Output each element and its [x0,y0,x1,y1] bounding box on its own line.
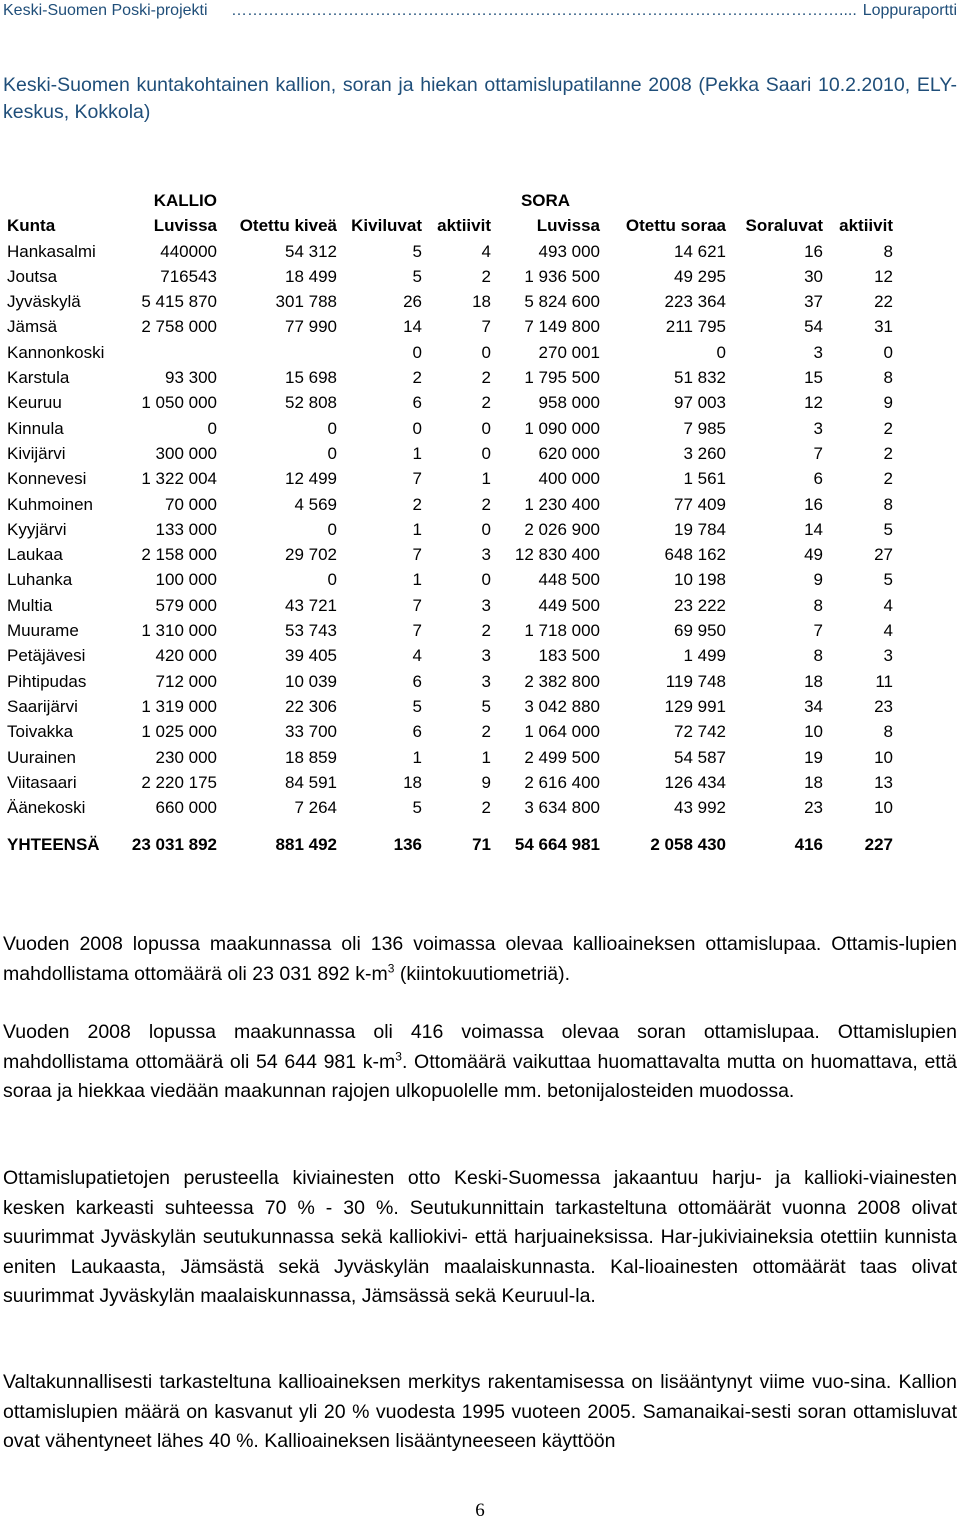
table-header-row [0,213,893,238]
table-row [0,669,893,694]
col-header: Soraluvat [745,216,823,236]
header-project-title: Keski-Suomen Poski-projekti [3,2,208,19]
value-cell: 19 [804,747,823,767]
value-cell: 6 [412,671,422,691]
value-cell: 2 [883,469,893,489]
table-row [0,770,893,795]
value-cell: 37 [804,292,823,312]
superscript: 3 [395,1049,402,1064]
value-cell: 18 859 [285,747,337,767]
table-row [0,719,893,744]
value-cell: 3 260 [683,443,726,463]
total-value: 54 664 981 [514,835,600,855]
group-sora: SORA [520,191,571,210]
value-cell: 1 025 000 [141,722,217,742]
value-cell: 2 499 500 [524,747,600,767]
value-cell: 2 [481,393,491,413]
value-cell: 648 162 [664,545,726,565]
value-cell: 7 [481,317,491,337]
municipality-cell: Jämsä [7,317,58,337]
value-cell: 223 364 [664,292,726,312]
value-cell: 0 [716,342,726,362]
value-cell: 6 [813,469,823,489]
value-cell: 31 [874,317,893,337]
value-cell: 8 [883,494,893,514]
value-cell: 5 [883,519,893,539]
value-cell: 2 158 000 [141,545,217,565]
value-cell: 5 [481,696,491,716]
col-header: aktiivit [839,216,893,236]
municipality-cell: Saarijärvi [7,696,78,716]
total-value: 23 031 892 [131,835,217,855]
value-cell: 5 [412,266,422,286]
value-cell: 958 000 [538,393,600,413]
col-header: aktiivit [437,216,491,236]
value-cell: 12 830 400 [514,545,600,565]
value-cell: 49 [804,545,823,565]
value-cell: 9 [813,570,823,590]
value-cell: 6 [412,722,422,742]
value-cell: 0 [412,418,422,438]
value-cell: 18 [804,671,823,691]
header-dots-end: .. [847,2,857,19]
value-cell: 0 [412,342,422,362]
value-cell: 18 499 [285,266,337,286]
value-cell: 8 [883,241,893,261]
table-row [0,517,893,542]
value-cell: 300 000 [155,443,217,463]
group-spacer [823,188,893,213]
table-row [0,365,893,390]
value-cell: 22 306 [285,696,337,716]
total-label: YHTEENSÄ [7,835,100,855]
value-cell: 8 [883,722,893,742]
value-cell: 1 [412,519,422,539]
value-cell: 9 [481,772,491,792]
value-cell: 1 319 000 [141,696,217,716]
table-row [0,618,893,643]
group-spacer [726,188,823,213]
value-cell: 301 788 [275,292,337,312]
permit-table [0,188,893,870]
total-value: 136 [393,835,422,855]
value-cell: 23 [874,696,893,716]
value-cell: 2 [481,621,491,641]
value-cell: 0 [327,418,337,438]
value-cell: 3 [481,595,491,615]
value-cell: 54 587 [674,747,726,767]
municipality-cell: Konnevesi [7,469,87,489]
value-cell: 15 698 [285,368,337,388]
value-cell: 3 [813,342,823,362]
value-cell: 5 [883,570,893,590]
value-cell: 11 [875,671,893,691]
value-cell: 2 616 400 [524,772,600,792]
value-cell: 14 621 [674,241,726,261]
value-cell: 133 000 [155,519,217,539]
value-cell: 2 [481,368,491,388]
value-cell: 43 992 [674,798,726,818]
value-cell: 18 [804,772,823,792]
value-cell: 14 [403,317,422,337]
value-cell: 52 808 [285,393,337,413]
value-cell: 448 500 [538,570,600,590]
paragraph-text: . Ottomäärä vaikuttaa huomattavalta mutta on huomattava, että soraa ja hiekkaa viedään maakunnan rajojen ulkopuolelle mm. betonijalosteiden muodossa. [3,1050,957,1103]
table-row [0,239,893,264]
value-cell: 15 [804,368,823,388]
value-cell: 129 991 [664,696,726,716]
value-cell: 0 [327,443,337,463]
table-row [0,289,893,314]
value-cell: 7 [412,621,422,641]
value-cell: 620 000 [538,443,600,463]
value-cell: 0 [481,443,491,463]
municipality-cell: Kinnula [7,418,64,438]
value-cell: 1 090 000 [524,418,600,438]
value-cell: 3 [481,545,491,565]
municipality-cell: Luhanka [7,570,73,590]
value-cell: 100 000 [155,570,217,590]
value-cell: 70 000 [165,494,217,514]
value-cell: 1 310 000 [141,621,217,641]
municipality-cell: Toivakka [7,722,74,742]
value-cell: 493 000 [538,241,600,261]
value-cell: 8 [813,595,823,615]
value-cell: 1 561 [683,469,726,489]
value-cell: 8 [813,646,823,666]
group-kallio: KALLIO [153,191,217,210]
value-cell: 97 003 [674,393,726,413]
value-cell: 10 [874,747,893,767]
table-row [0,542,893,567]
value-cell: 400 000 [538,469,600,489]
value-cell: 6 [412,393,422,413]
value-cell: 5 [412,798,422,818]
value-cell: 0 [481,570,491,590]
value-cell: 7 264 [294,798,337,818]
value-cell: 230 000 [155,747,217,767]
paragraph-text: Vuoden 2008 lopussa maakunnassa oli 416 voimassa olevaa soran ottamislupaa. Ottamislupien mahdollistama ottomäärä oli 54 644 981 k-m [3,1021,957,1073]
value-cell: 19 784 [674,519,726,539]
value-cell: 1 [481,469,491,489]
col-header: Otettu kiveä [239,216,337,236]
value-cell: 34 [804,696,823,716]
paragraph-gravel-permits [3,1018,957,1107]
header-dot-leader [3,2,957,20]
value-cell: 3 634 800 [524,798,600,818]
municipality-cell: Viitasaari [7,772,77,792]
group-spacer [600,188,726,213]
group-spacer [0,188,115,213]
table-row [0,264,893,289]
value-cell: 4 [481,241,491,261]
value-cell: 16 [804,494,823,514]
value-cell: 18 [403,772,422,792]
value-cell: 7 [412,469,422,489]
value-cell: 1 [412,747,422,767]
header-dots: …………………………………………………………………………………………………….. [231,2,848,19]
value-cell: 2 [481,494,491,514]
table-row [0,416,893,441]
value-cell: 1 [412,443,422,463]
value-cell: 29 702 [285,545,337,565]
value-cell: 39 405 [285,646,337,666]
value-cell: 12 [804,393,823,413]
value-cell: 54 [804,317,823,337]
value-cell: 2 [412,494,422,514]
table-row [0,441,893,466]
value-cell: 0 [481,342,491,362]
value-cell: 10 039 [285,671,337,691]
value-cell: 43 721 [285,595,337,615]
value-cell: 7 [813,621,823,641]
value-cell: 211 795 [665,317,726,337]
value-cell: 8 [883,368,893,388]
value-cell: 13 [874,772,893,792]
value-cell: 7 149 800 [524,317,600,337]
value-cell: 1 [412,570,422,590]
table-row [0,466,893,491]
value-cell: 660 000 [155,798,217,818]
table-row [0,390,893,415]
municipality-cell: Kannonkoski [7,342,105,362]
value-cell: 126 434 [664,772,726,792]
value-cell: 0 [207,418,217,438]
value-cell: 0 [481,418,491,438]
value-cell: 72 742 [674,722,726,742]
value-cell: 449 500 [538,595,600,615]
paragraph-national-trend: Valtakunnallisesti tarkasteltuna kallioaineksen merkitys rakentamisessa on lisääntynyt viime vuo-sina. Kallion ottamislupien määrä on kasvanut yli 20 % vuodesta 1995 vuoteen 2005. Samanaikai-sesti soran ottamisluvat ovat vähentyneet lähes 40 %. Kallioaineksen lisääntyneeseen käyttöön [3,1371,957,1453]
value-cell: 23 [804,798,823,818]
value-cell: 10 198 [674,570,726,590]
value-cell: 2 220 175 [141,772,217,792]
paragraph-regional-split: Ottamislupatietojen perusteella kiviainesten otto Keski-Suomessa jakaantuu harju- ja kallioki-viainesten kesken karkeasti suhteessa 70 % - 30 %. Seutukunnittain tarkasteltuna ottomäärät vuonna 2008 olivat suurimmat Jyväskylän seutukunnassa sekä kalliokivi- että harjuaineksissa. Har-jukiviaineksia otettiin kunnista eniten Laukaasta, Jämsästä sekä Jyväskylän maalaiskunnasta. Kal-lioainesten ottomäärät taas olivat suurimmat Jyväskylän maalaiskunnassa, Jämsässä sekä Keuruul-la. [3,1167,957,1308]
value-cell: 4 569 [294,494,337,514]
value-cell: 2 758 000 [141,317,217,337]
value-cell: 716543 [160,266,217,286]
value-cell: 1 718 000 [524,621,600,641]
value-cell: 0 [327,570,337,590]
value-cell [217,340,337,365]
value-cell: 712 000 [155,671,217,691]
col-header: Otettu soraa [625,216,726,236]
col-header: Luvissa [153,216,217,236]
value-cell: 1 230 400 [524,494,600,514]
value-cell: 2 [883,443,893,463]
section-heading: Keski-Suomen kuntakohtainen kallion, soran ja hiekan ottamislupatilanne 2008 (Pekka Saari 10.2.2010, ELY-keskus, Kokkola) [3,74,957,123]
value-cell: 84 591 [285,772,337,792]
value-cell: 51 832 [674,368,726,388]
value-cell: 119 748 [665,671,726,691]
value-cell: 7 [813,443,823,463]
value-cell: 2 [481,266,491,286]
value-cell: 579 000 [155,595,217,615]
table-row [0,643,893,668]
value-cell: 23 222 [674,595,726,615]
table-row [0,795,893,820]
value-cell: 4 [412,646,422,666]
value-cell: 3 [813,418,823,438]
group-spacer [337,188,422,213]
value-cell: 4 [883,595,893,615]
value-cell: 3 [883,646,893,666]
table-row [0,492,893,517]
value-cell: 14 [804,519,823,539]
value-cell: 7 [412,545,422,565]
col-header: Luvissa [536,216,600,236]
value-cell: 3 042 880 [524,696,600,716]
total-value: 416 [794,835,823,855]
value-cell: 2 [412,368,422,388]
municipality-cell: Laukaa [7,545,63,565]
value-cell: 270 001 [538,342,600,362]
value-cell: 7 985 [683,418,726,438]
value-cell: 183 500 [538,646,600,666]
table-total-row [0,820,893,870]
value-cell: 33 700 [285,722,337,742]
table-row [0,593,893,618]
table-row [0,340,893,365]
value-cell: 4 [883,621,893,641]
total-value: 2 058 430 [650,835,726,855]
value-cell: 5 824 600 [524,292,600,312]
table-row [0,745,893,770]
value-cell: 93 300 [165,368,217,388]
value-cell: 53 743 [285,621,337,641]
header-report-title: Loppuraportti [862,2,957,19]
value-cell: 0 [327,519,337,539]
table-row [0,567,893,592]
col-header: Kunta [7,216,56,236]
value-cell: 10 [804,722,823,742]
municipality-cell: Petäjävesi [7,646,86,666]
value-cell: 16 [804,241,823,261]
value-cell: 0 [883,342,893,362]
value-cell: 12 499 [285,469,337,489]
municipality-cell: Karstula [7,368,70,388]
value-cell: 7 [412,595,422,615]
value-cell: 9 [883,393,893,413]
municipality-cell: Keuruu [7,393,62,413]
value-cell: 77 990 [285,317,337,337]
value-cell [115,340,217,365]
value-cell: 1 322 004 [141,469,217,489]
paragraph-text: Vuoden 2008 lopussa maakunnassa oli 136 voimassa olevaa kallioaineksen ottamislupaa. Ottamis-lupien mahdollistama ottomäärä oli 23 031 892 k-m [3,933,957,985]
value-cell: 1 064 000 [524,722,600,742]
municipality-cell: Multia [7,595,53,615]
page-number: 6 [475,1500,485,1521]
value-cell: 12 [874,266,893,286]
value-cell: 420 000 [155,646,217,666]
value-cell: 5 [412,241,422,261]
value-cell: 2 [481,798,491,818]
municipality-cell: Pihtipudas [7,671,87,691]
municipality-cell: Kuhmoinen [7,494,94,514]
total-value: 881 492 [275,835,337,855]
group-spacer [217,188,337,213]
table-group-row [0,188,893,213]
value-cell: 54 312 [285,241,337,261]
running-header [3,2,957,28]
value-cell: 5 415 870 [141,292,217,312]
municipality-cell: Uurainen [7,747,76,767]
value-cell: 30 [804,266,823,286]
municipality-cell: Joutsa [7,266,58,286]
value-cell: 440000 [160,241,217,261]
value-cell: 1 [481,747,491,767]
total-value: 227 [864,835,893,855]
total-value: 71 [472,835,491,855]
value-cell: 1 050 000 [141,393,217,413]
value-cell: 3 [481,646,491,666]
municipality-cell: Jyväskylä [7,292,81,312]
permit-table-body [0,188,893,870]
value-cell: 5 [412,696,422,716]
value-cell: 2 [883,418,893,438]
value-cell: 3 [481,671,491,691]
municipality-cell: Hankasalmi [7,241,96,261]
value-cell: 77 409 [674,494,726,514]
superscript: 3 [387,961,395,976]
value-cell: 69 950 [674,621,726,641]
municipality-cell: Kivijärvi [7,443,66,463]
value-cell: 2 [481,722,491,742]
value-cell: 27 [874,545,893,565]
value-cell: 1 499 [683,646,726,666]
municipality-cell: Kyyjärvi [7,519,67,539]
value-cell: 49 295 [674,266,726,286]
value-cell: 0 [481,519,491,539]
table-row [0,694,893,719]
value-cell: 18 [472,292,491,312]
municipality-cell: Äänekoski [7,798,86,818]
value-cell: 22 [874,292,893,312]
group-spacer [422,188,491,213]
municipality-cell: Muurame [7,621,79,641]
table-row [0,314,893,339]
paragraph-text: (kiintokuutiometriä). [394,962,571,985]
value-cell: 1 795 500 [524,368,600,388]
value-cell: 10 [874,798,893,818]
value-cell: 26 [403,292,422,312]
value-cell: 2 382 800 [524,671,600,691]
col-header: Kiviluvat [351,216,422,236]
value-cell: 1 936 500 [524,266,600,286]
paragraph-rock-permits [3,930,957,989]
value-cell: 2 026 900 [524,519,600,539]
